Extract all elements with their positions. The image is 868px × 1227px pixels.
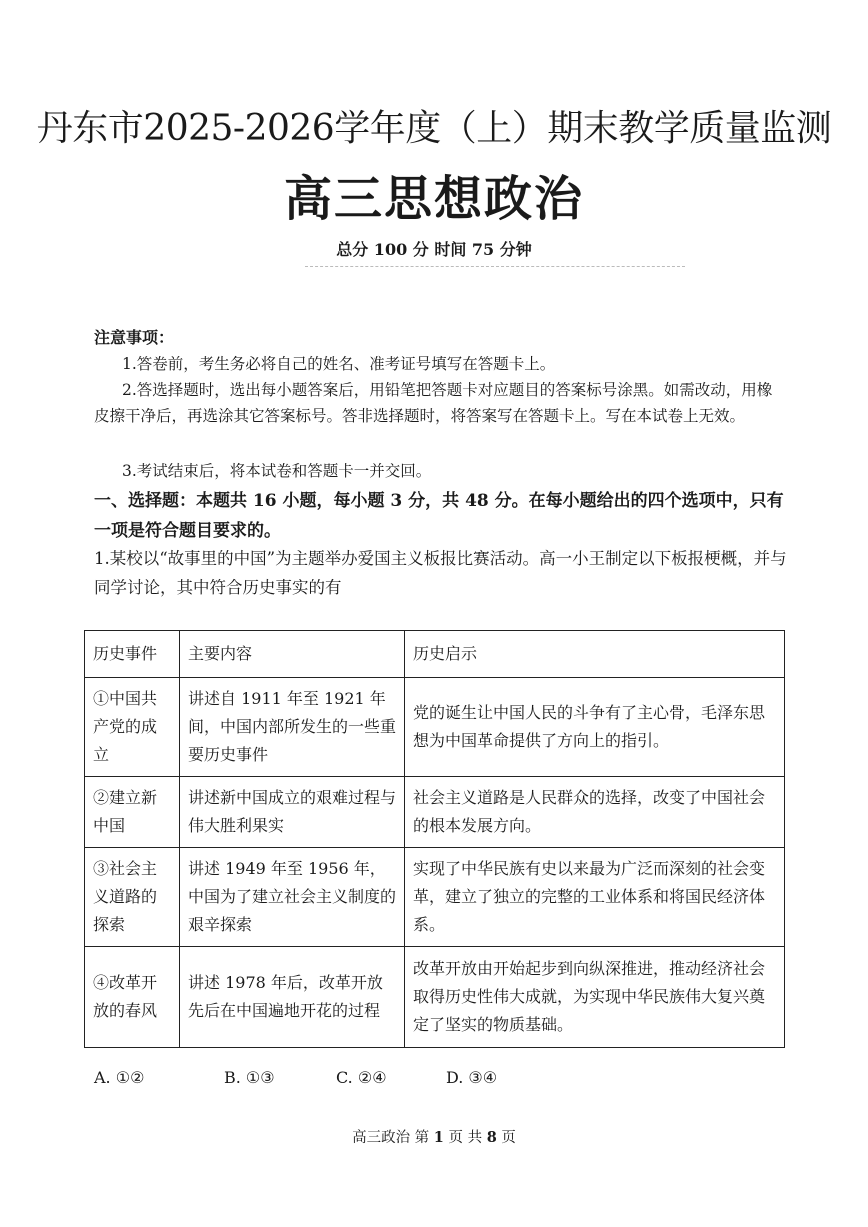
section-heading: 一、选择题：本题共 16 小题，每小题 3 分，共 48 分。在每小题给出的四个选项中，只有一项是符合题目要求的。 <box>94 491 784 541</box>
table-cell-event: ①中国共产党的成立 <box>85 678 180 777</box>
table-header-cell: 主要内容 <box>180 631 405 678</box>
table-row <box>85 777 785 848</box>
table-cell-content: 讲述 1949 年至 1956 年，中国为了建立社会主义制度的艰辛探索 <box>180 848 405 947</box>
notice-item: 3.考试结束后，将本试卷和答题卡一并交回。 <box>122 462 432 480</box>
option-a: A. ①② <box>94 1068 145 1087</box>
table-cell-event: ③社会主义道路的探索 <box>85 848 180 947</box>
notice-item: 2.答选择题时，选出每小题答案后，用铅笔把答题卡对应题目的答案标号涂黑。如需改动，用橡皮擦干净后，再选涂其它答案标号。答非选择题时，将答案写在答题卡上。写在本试卷上无效。 <box>94 381 773 425</box>
answer-options <box>94 1068 694 1098</box>
option-d: D. ③④ <box>446 1068 498 1087</box>
question-stem: 1.某校以“故事里的中国”为主题举办爱国主义板报比赛活动。高一小王制定以下板报梗概，并与同学讨论，其中符合历史事实的有 <box>94 549 787 597</box>
table-header-cell: 历史启示 <box>405 631 785 678</box>
table-cell-lesson: 改革开放由开始起步到向纵深推进，推动经济社会取得历史性伟大成就，为实现中华民族伟大复兴奠定了坚实的物质基础。 <box>405 947 785 1048</box>
table-cell-event: ②建立新中国 <box>85 777 180 848</box>
table-cell-lesson: 党的诞生让中国人民的斗争有了主心骨，毛泽东思想为中国革命提供了方向上的指引。 <box>405 678 785 777</box>
footer-suffix: 页 <box>501 1130 516 1146</box>
table-cell-event: ④改革开放的春风 <box>85 947 180 1048</box>
table-cell-lesson: 实现了中华民族有史以来最为广泛而深刻的社会变革，建立了独立的完整的工业体系和将国民经济体系。 <box>405 848 785 947</box>
subject-title: 高三思想政治 <box>283 171 584 227</box>
table-header-row <box>85 631 785 678</box>
table-row <box>85 678 785 777</box>
notice-item: 1.答卷前，考生务必将自己的姓名、准考证号填写在答题卡上。 <box>122 355 556 373</box>
notice-heading: 注意事项： <box>94 328 175 347</box>
footer-prefix: 高三政治 第 <box>352 1130 430 1146</box>
table-header-cell: 历史事件 <box>85 631 180 678</box>
table-cell-lesson: 社会主义道路是人民群众的选择，改变了中国社会的根本发展方向。 <box>405 777 785 848</box>
score-time-line: 总分 100 分 时间 75 分钟 <box>336 240 532 259</box>
table-row <box>85 848 785 947</box>
option-b: B. ①③ <box>224 1068 275 1087</box>
page-footer <box>0 1126 868 1147</box>
history-table <box>84 630 785 1048</box>
footer-middle: 页 共 <box>448 1130 483 1146</box>
footer-total-pages: 8 <box>486 1129 497 1146</box>
option-c: C. ②④ <box>336 1068 387 1087</box>
table-cell-content: 讲述 1978 年后，改革开放先后在中国遍地开花的过程 <box>180 947 405 1048</box>
header-divider <box>305 266 685 268</box>
table-cell-content: 讲述新中国成立的艰难过程与伟大胜利果实 <box>180 777 405 848</box>
footer-page-number: 1 <box>433 1129 444 1146</box>
exam-main-title: 丹东市2025-2026学年度（上）期末教学质量监测 <box>36 108 832 149</box>
table-row <box>85 947 785 1048</box>
table-cell-content: 讲述自 1911 年至 1921 年间，中国内部所发生的一些重要历史事件 <box>180 678 405 777</box>
